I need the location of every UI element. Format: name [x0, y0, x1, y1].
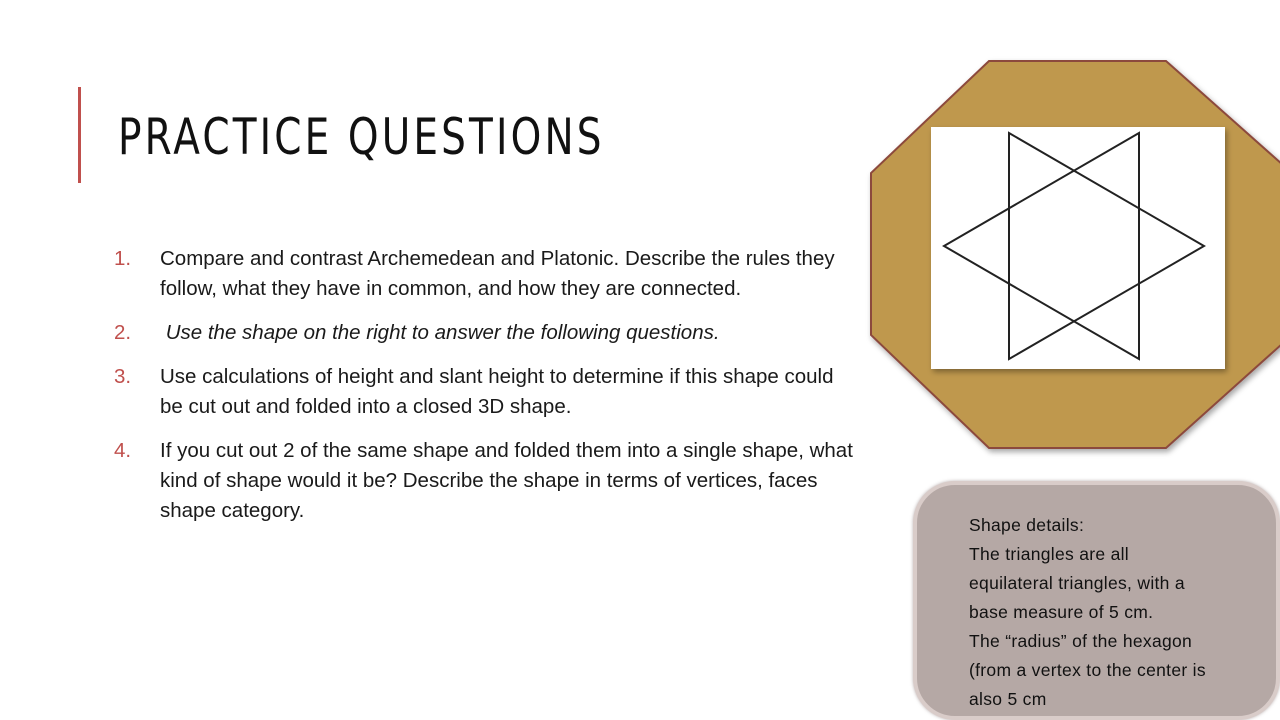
shape-details-line: (from a vertex to the center is [969, 660, 1206, 680]
question-text: Use calculations of height and slant height to determine if this shape could be cut out and folded into a closed 3D shape. [160, 365, 834, 418]
shape-details-line: The triangles are all [969, 544, 1129, 564]
question-number: 3. [114, 365, 132, 388]
shape-details-heading: Shape details: [969, 515, 1085, 535]
question-number: 1. [114, 247, 132, 270]
shape-details-line: base measure of 5 cm. [969, 602, 1154, 622]
shape-details-line: The “radius” of the hexagon [969, 631, 1193, 651]
question-text: Use the shape on the right to answer the following questions. [160, 321, 720, 344]
question-text: If you cut out 2 of the same shape and folded them into a single shape, what kind of shape would it be? Describe the shape in terms of vertices, faces shape category. [160, 439, 853, 522]
question-number: 4. [114, 439, 132, 462]
shape-details-line: equilateral triangles, with a [969, 573, 1185, 593]
question-number: 2. [114, 321, 132, 344]
shape-details-line: also 5 cm [969, 689, 1047, 709]
star-image-background [931, 127, 1225, 369]
page-title: PRACTICE QUESTIONS [118, 108, 605, 166]
shape-details-text [969, 511, 1269, 714]
question-text: Compare and contrast Archemedean and Platonic. Describe the rules they follow, what they have in common, and how they are connected. [160, 247, 835, 300]
